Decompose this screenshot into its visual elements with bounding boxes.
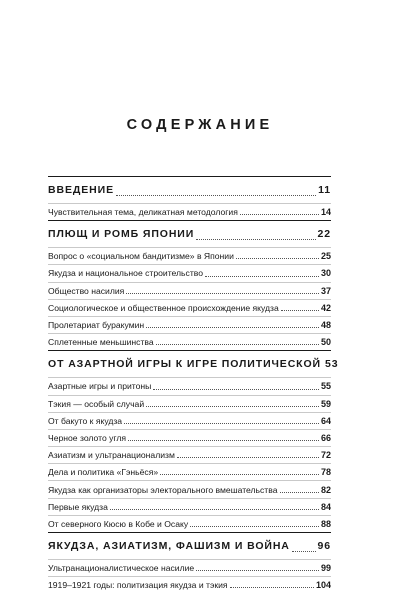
dot-leader [124, 423, 319, 424]
dot-leader [240, 214, 319, 215]
toc-entry-row[interactable] [48, 203, 331, 220]
toc-entry-row[interactable] [48, 264, 331, 281]
toc-entry-row[interactable] [48, 333, 331, 350]
dot-leader [146, 406, 319, 407]
entry-title: Социологическое и общественное происхождение якудза [48, 302, 279, 313]
dot-leader [156, 344, 319, 345]
toc-entry-row[interactable] [48, 480, 331, 497]
toc-section [48, 350, 339, 532]
entry-title: Чувствительная тема, деликатная методология [48, 207, 238, 218]
entry-page-number: 59 [320, 398, 331, 409]
dot-leader [177, 457, 319, 458]
entry-title: Якудза как организаторы электорального вмешательства [48, 484, 278, 495]
entry-page-number: 88 [320, 518, 331, 529]
toc-entry-row[interactable] [48, 377, 331, 394]
toc-entry-row[interactable] [48, 316, 331, 333]
toc-entry-row[interactable] [48, 282, 331, 299]
dot-leader [126, 293, 319, 294]
toc-entry-row[interactable] [48, 463, 331, 480]
dot-leader [205, 276, 319, 277]
chapter-page-number: 22 [317, 228, 331, 241]
entry-title: Общество насилия [48, 285, 125, 296]
toc-section [48, 220, 331, 350]
entry-page-number: 78 [320, 467, 331, 478]
toc-section [48, 176, 331, 220]
toc-entry-row[interactable] [48, 429, 331, 446]
entry-title: Ультранационалистическое насилие [48, 563, 195, 574]
toc-entry-row[interactable] [48, 576, 331, 593]
dot-leader [160, 474, 319, 475]
toc-entry-row[interactable] [48, 247, 331, 264]
entry-page-number: 64 [320, 415, 331, 426]
dot-leader [230, 587, 314, 588]
chapter-title: ПЛЮЩ И РОМБ ЯПОНИИ [48, 228, 195, 241]
dot-leader [110, 509, 319, 510]
entry-page-number: 30 [320, 268, 331, 279]
toc-entry-row[interactable] [48, 515, 331, 532]
entry-title: Азартные игры и притоны [48, 381, 152, 392]
entry-page-number: 55 [320, 381, 331, 392]
entry-page-number: 82 [320, 484, 331, 495]
toc-section [48, 532, 331, 593]
entry-page-number: 37 [320, 285, 331, 296]
entry-title: 1919–1921 годы: политизация якудза и тэкия [48, 580, 228, 591]
entry-page-number: 84 [320, 501, 331, 512]
entry-title: Пролетариат буракумин [48, 320, 145, 331]
dot-leader [153, 389, 319, 390]
toc-chapter-row[interactable] [48, 221, 331, 247]
dot-leader [236, 258, 319, 259]
dot-leader [281, 310, 319, 311]
entry-page-number: 72 [320, 450, 331, 461]
chapter-page-number: 53 [325, 358, 339, 371]
entry-title: Сплетенные меньшинства [48, 337, 154, 348]
dot-leader [196, 239, 315, 240]
dot-leader [146, 327, 319, 328]
entry-title: Черное золото угля [48, 432, 127, 443]
toc-entry-row[interactable] [48, 559, 331, 576]
dot-leader [196, 570, 319, 571]
entry-page-number: 25 [320, 251, 331, 262]
dot-leader [190, 526, 319, 527]
entry-page-number: 50 [320, 337, 331, 348]
chapter-title: ОТ АЗАРТНОЙ ИГРЫ К ИГРЕ ПОЛИТИЧЕСКОЙ [48, 358, 321, 371]
entry-title: От северного Кюсю в Кобе и Осаку [48, 518, 189, 529]
entry-title: Тэкия — особый случай [48, 398, 145, 409]
entry-page-number: 42 [320, 302, 331, 313]
entry-page-number: 99 [320, 563, 331, 574]
toc-entry-row[interactable] [48, 446, 331, 463]
entry-title: Вопрос о «социальном бандитизме» в Японии [48, 251, 234, 262]
chapter-page-number: 11 [318, 184, 331, 196]
chapter-title: ВВЕДЕНИЕ [48, 184, 114, 196]
entry-title: Первые якудза [48, 501, 108, 512]
entry-title: Азиатизм и ультранационализм [48, 450, 175, 461]
entry-title: Якудза и национальное строительство [48, 268, 204, 279]
entry-title: Дела и политика «Гэньёся» [48, 467, 159, 478]
entry-page-number: 66 [320, 432, 331, 443]
dot-leader [128, 440, 319, 441]
page-title: СОДЕРЖАНИЕ [126, 117, 274, 133]
dot-leader [280, 492, 319, 493]
chapter-page-number: 96 [317, 540, 331, 552]
toc-entry-row[interactable] [48, 395, 331, 412]
toc-entry-row[interactable] [48, 498, 331, 515]
toc-chapter-row[interactable] [48, 351, 339, 377]
toc-chapter-row[interactable] [48, 177, 331, 203]
toc-entry-row[interactable] [48, 299, 331, 316]
entry-page-number: 14 [320, 207, 331, 218]
dot-leader [116, 195, 316, 196]
dot-leader [292, 551, 316, 552]
toc-chapter-row[interactable] [48, 533, 331, 559]
toc-entry-row[interactable] [48, 412, 331, 429]
entry-page-number: 104 [315, 580, 331, 591]
chapter-title: ЯКУДЗА, АЗИАТИЗМ, ФАШИЗМ И ВОЙНА [48, 540, 290, 552]
table-of-contents [48, 176, 339, 593]
entry-page-number: 48 [320, 320, 331, 331]
entry-title: От бакуто к якудза [48, 415, 123, 426]
